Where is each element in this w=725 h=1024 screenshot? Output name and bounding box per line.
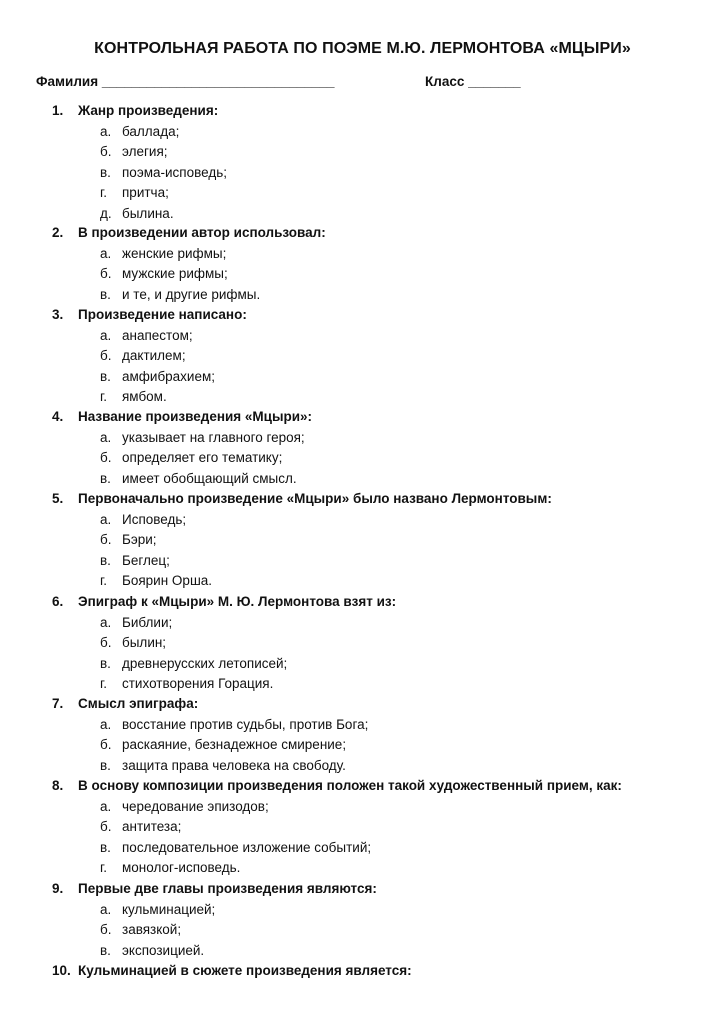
- option-letter: а.: [100, 245, 112, 261]
- option-text: древнерусских летописей;: [122, 655, 288, 671]
- answer-option: [100, 124, 179, 139]
- option-text: мужские рифмы;: [122, 266, 228, 281]
- option-text: имеет обобщающий смысл.: [122, 470, 297, 486]
- answer-option: [100, 615, 172, 630]
- question-text: Произведение написано:: [78, 307, 247, 322]
- answer-option: [100, 450, 282, 465]
- option-text: и те, и другие рифмы.: [122, 286, 261, 302]
- answer-option: [100, 266, 228, 281]
- answer-option: [100, 471, 297, 486]
- option-letter: а.: [100, 429, 112, 445]
- answer-option: [100, 369, 215, 384]
- option-text: элегия;: [122, 144, 168, 159]
- answer-option: [100, 635, 166, 650]
- answer-option: [100, 819, 181, 834]
- answer-option: [100, 348, 186, 363]
- question-text: Кульминацией в сюжете произведения является:: [78, 963, 412, 978]
- option-letter: б.: [100, 348, 112, 363]
- option-text: чередование эпизодов;: [122, 798, 269, 814]
- option-text: монолог-исповедь.: [122, 860, 241, 875]
- option-text: Исповедь;: [122, 511, 187, 527]
- answer-option: [100, 656, 287, 671]
- answer-option: [100, 758, 346, 773]
- option-letter: б.: [100, 737, 112, 752]
- option-letter: а.: [100, 716, 112, 732]
- question-number: 4.: [52, 409, 64, 424]
- question-8: [52, 778, 622, 793]
- answer-option: [100, 717, 368, 732]
- option-text: определяет его тематику;: [122, 450, 283, 465]
- option-text: женские рифмы;: [122, 245, 227, 261]
- question-text: В основу композиции произведения положен такой художественный прием, как:: [78, 778, 622, 793]
- answer-option: [100, 206, 174, 221]
- option-letter: б.: [100, 819, 112, 834]
- question-text: В произведении автор использовал:: [78, 225, 326, 240]
- question-number: 9.: [52, 881, 64, 896]
- question-7: [52, 696, 198, 711]
- question-text: Первоначально произведение «Мцыри» было названо Лермонтовым:: [78, 491, 552, 506]
- answer-option: [100, 287, 260, 302]
- answer-option: [100, 860, 240, 875]
- answer-option: [100, 532, 157, 547]
- question-number: 8.: [52, 778, 64, 793]
- option-letter: в.: [100, 942, 111, 958]
- option-letter: а.: [100, 327, 112, 343]
- surname-field: Фамилия _______________________________: [36, 74, 335, 89]
- option-letter: а.: [100, 798, 112, 814]
- option-letter: д.: [100, 205, 112, 221]
- option-letter: в.: [100, 655, 111, 671]
- question-number: 6.: [52, 594, 64, 609]
- option-letter: а.: [100, 511, 112, 527]
- answer-option: [100, 430, 305, 445]
- answer-option: [100, 389, 167, 404]
- option-letter: г.: [100, 676, 108, 691]
- option-letter: б.: [100, 922, 112, 937]
- option-letter: г.: [100, 389, 108, 404]
- option-text: последовательное изложение событий;: [122, 839, 372, 855]
- answer-option: [100, 185, 169, 200]
- answer-option: [100, 144, 168, 159]
- option-letter: в.: [100, 368, 111, 384]
- option-text: экспозицией.: [122, 942, 205, 958]
- answer-option: [100, 512, 186, 527]
- question-1: [52, 103, 218, 118]
- option-text: баллада;: [122, 123, 180, 139]
- answer-option: [100, 840, 371, 855]
- option-text: ямбом.: [122, 389, 167, 404]
- option-text: антитеза;: [122, 819, 182, 834]
- answer-option: [100, 328, 193, 343]
- answer-option: [100, 902, 215, 917]
- answer-option: [100, 799, 269, 814]
- option-text: восстание против судьбы, против Бога;: [122, 716, 369, 732]
- option-text: стихотворения Горация.: [122, 676, 274, 691]
- question-number: 3.: [52, 307, 64, 322]
- answer-option: [100, 676, 273, 691]
- question-number: 7.: [52, 696, 64, 711]
- question-2: [52, 225, 326, 240]
- option-letter: г.: [100, 860, 108, 875]
- option-letter: г.: [100, 573, 108, 588]
- option-text: Беглец;: [122, 552, 170, 568]
- option-letter: б.: [100, 635, 112, 650]
- answer-option: [100, 737, 346, 752]
- question-number: 2.: [52, 225, 64, 240]
- option-text: амфибрахием;: [122, 368, 216, 384]
- answer-option: [100, 165, 227, 180]
- question-text: Название произведения «Мцыри»:: [78, 409, 313, 424]
- option-text: Бэри;: [122, 532, 157, 547]
- option-letter: в.: [100, 552, 111, 568]
- option-text: Библии;: [122, 614, 173, 630]
- question-6: [52, 594, 396, 609]
- option-letter: а.: [100, 614, 112, 630]
- option-letter: б.: [100, 144, 112, 159]
- option-letter: б.: [100, 450, 112, 465]
- question-3: [52, 307, 247, 322]
- option-letter: в.: [100, 470, 111, 486]
- option-text: дактилем;: [122, 348, 186, 363]
- question-number: 5.: [52, 491, 64, 506]
- answer-option: [100, 573, 212, 588]
- answer-option: [100, 922, 181, 937]
- option-letter: б.: [100, 532, 112, 547]
- option-text: анапестом;: [122, 327, 193, 343]
- option-text: поэма-исповедь;: [122, 164, 227, 180]
- option-letter: в.: [100, 286, 111, 302]
- answer-option: [100, 553, 170, 568]
- question-number: 10.: [52, 963, 71, 978]
- question-9: [52, 881, 377, 896]
- class-field: Класс _______: [425, 74, 521, 89]
- page-title: КОНТРОЛЬНАЯ РАБОТА ПО ПОЭМЕ М.Ю. ЛЕРМОНТОВА «МЦЫРИ»: [94, 40, 631, 57]
- answer-option: [100, 246, 226, 261]
- option-text: завязкой;: [122, 922, 182, 937]
- question-10: [52, 963, 412, 978]
- option-letter: а.: [100, 901, 112, 917]
- option-text: притча;: [122, 185, 169, 200]
- question-4: [52, 409, 312, 424]
- option-text: былина.: [122, 205, 174, 221]
- option-text: кульминацией;: [122, 901, 216, 917]
- option-text: защита права человека на свободу.: [122, 757, 346, 773]
- option-letter: б.: [100, 266, 112, 281]
- answer-option: [100, 943, 204, 958]
- question-number: 1.: [52, 103, 64, 118]
- option-text: указывает на главного героя;: [122, 429, 305, 445]
- question-5: [52, 491, 552, 506]
- question-text: Эпиграф к «Мцыри» М. Ю. Лермонтова взят из:: [78, 594, 397, 609]
- option-letter: в.: [100, 839, 111, 855]
- question-text: Жанр произведения:: [78, 103, 219, 118]
- option-letter: в.: [100, 164, 111, 180]
- option-letter: в.: [100, 757, 111, 773]
- option-letter: а.: [100, 123, 112, 139]
- option-letter: г.: [100, 185, 108, 200]
- question-text: Первые две главы произведения являются:: [78, 881, 377, 896]
- option-text: былин;: [122, 635, 167, 650]
- question-text: Смысл эпиграфа:: [78, 696, 199, 711]
- option-text: раскаяние, безнадежное смирение;: [122, 737, 347, 752]
- option-text: Боярин Орша.: [122, 573, 213, 588]
